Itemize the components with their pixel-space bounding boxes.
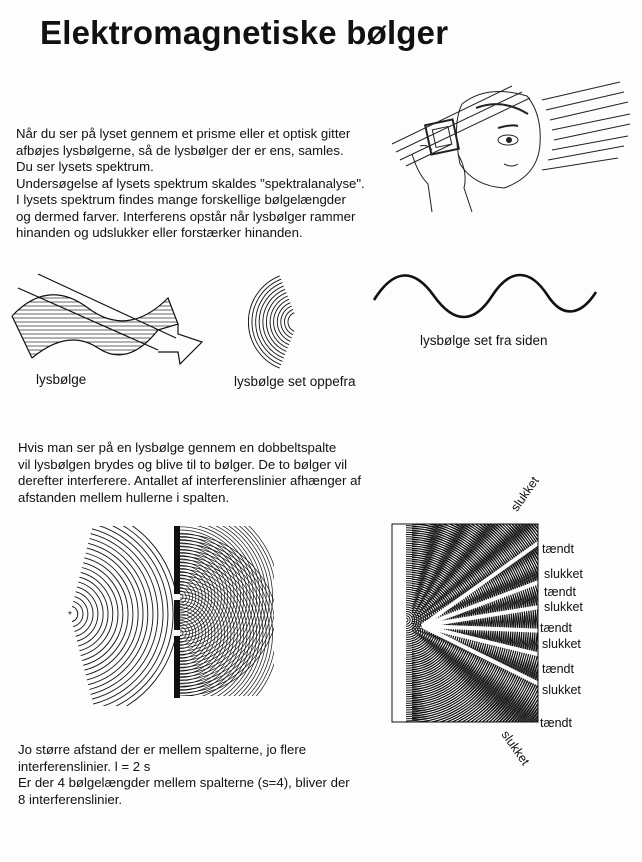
interference-label: tændt [542, 542, 574, 556]
conclusion-paragraph [18, 742, 350, 808]
double-slit-line: Hvis man ser på en lysbølge gennem en dobbeltspalte [18, 440, 337, 455]
interference-pattern [392, 524, 538, 722]
conclusion-line: Er der 4 bølgelængder mellem spalterne (s=4), bliver der [18, 775, 350, 790]
person-with-prism-illustration [392, 84, 632, 214]
interference-label: slukket [542, 683, 581, 697]
interference-label: slukket [544, 600, 583, 614]
wavefront-arc [180, 543, 234, 651]
intro-line: Undersøgelse af lysets spektrum skaldes "spektralanalyse". [16, 175, 365, 191]
intro-line: og dermed farver. Interferens opstår når lysbølger rammer [16, 208, 356, 224]
double-slit-diagram [64, 526, 274, 706]
wavefront-arc [288, 313, 294, 332]
conclusion-line: 8 interferenslinier. [18, 791, 123, 807]
wavefront-arc [270, 296, 288, 348]
svg-text:*: * [68, 610, 72, 621]
wave-top-caption: lysbølge set oppefra [234, 374, 356, 389]
conclusion-line: Jo større afstand der er mellem spalterne, jo flere [18, 742, 307, 757]
interference-label: tændt [540, 621, 572, 635]
light-wave-top-illustration [240, 270, 300, 370]
wavefront-arc [180, 624, 189, 643]
intro-line: I lysets spektrum findes mange forskellige bølgelængder [16, 192, 346, 207]
wavefront-arc [72, 606, 78, 621]
intro-line: Når du ser på lyset gennem et prisme eller et optisk gitter [16, 126, 351, 141]
double-slit-line: afstanden mellem hullerne i spalten. [18, 489, 230, 505]
double-slit-paragraph [18, 440, 361, 506]
wavefront-arc [274, 299, 289, 344]
intro-line: hinanden og udslukker eller forstærker hinanden. [16, 225, 303, 240]
wave-side-caption: lysbølge set fra siden [420, 333, 548, 348]
intro-paragraph [16, 126, 365, 242]
intro-line: Du ser lysets spektrum. [16, 159, 154, 174]
conclusion-line: interferenslinier. l = 2 s [18, 758, 151, 774]
interference-label: slukket [544, 567, 583, 581]
wavefront-arc [248, 276, 279, 368]
interference-label: tændt [542, 662, 574, 676]
interference-label: slukket [508, 474, 542, 515]
wavefront-arc [84, 558, 128, 670]
wavefront-arc [180, 579, 234, 687]
page-title: Elektromagnetiske bølger [40, 14, 449, 51]
light-wave-3d-illustration [8, 268, 208, 378]
interference-label: tændt [540, 716, 572, 730]
interference-label: slukket [542, 637, 581, 651]
wavefront-arc [180, 498, 279, 696]
wavefront-arc [180, 534, 279, 732]
wavefront-arc [94, 519, 168, 709]
intro-line: afbøjes lysbølgerne, så de lysbølger der er ens, samles. [16, 142, 344, 158]
wavefront-arc [96, 514, 174, 714]
wavefront-arc [256, 283, 283, 362]
interference-label: slukket [498, 728, 533, 768]
wave-3d-caption: lysbølge [36, 372, 87, 387]
interference-label: tændt [544, 585, 576, 599]
wavefront-arc [78, 582, 103, 646]
light-wave-side-illustration [370, 272, 600, 322]
wavefront-arc [88, 543, 143, 684]
wavefront-arc [180, 588, 189, 607]
double-slit-line: vil lysbølgen brydes og blive til to bølger. De to bølger vil [18, 456, 348, 472]
double-slit-line: derefter interferere. Antallet af interferenslinier afhænger af [18, 473, 362, 488]
wavefront-arc [75, 597, 88, 632]
wavefront-arc [285, 309, 293, 334]
